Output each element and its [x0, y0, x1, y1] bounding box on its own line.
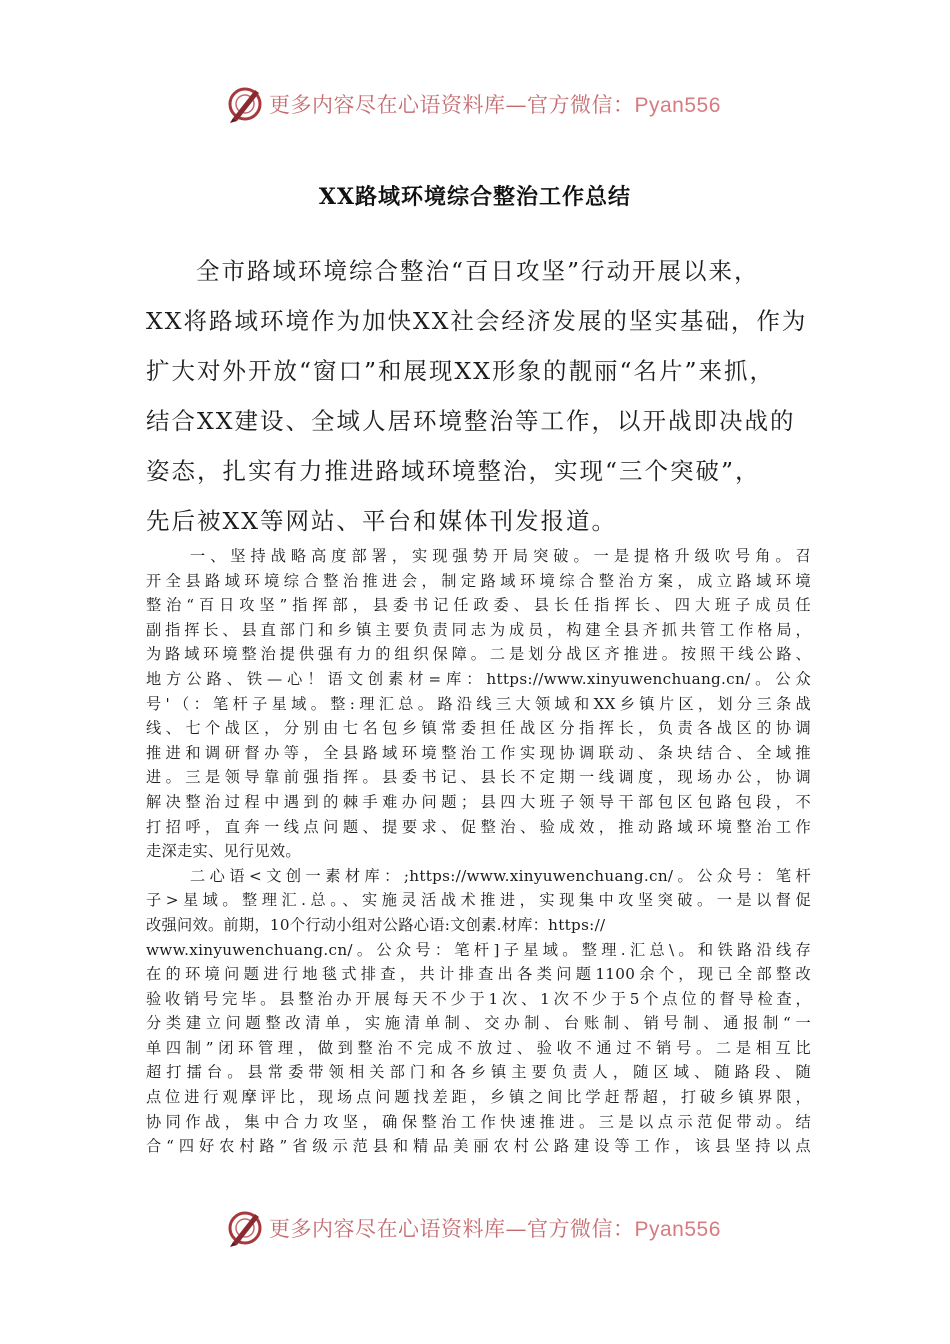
- watermark-text-cn: 更多内容尽在心语资料库: [269, 93, 506, 117]
- body-line: 改强问效。前期，10个行动小组对公路心语:文创素.材库：https://: [146, 915, 606, 934]
- body-line: 子>星域。整理汇.总。、实施灵活战术推进，实现集中攻坚突破。一是以督促: [146, 891, 811, 910]
- pen-logo-icon: [225, 1208, 265, 1248]
- lead-line: 先后被XX等网站、平台和媒体刊发报道。: [146, 507, 617, 535]
- body-line: 一、坚持战略高度部署，实现强势开局突破。一是提格升级吹号角。召: [190, 547, 811, 565]
- lead-line: 全市路域环境综合整治“百日攻坚”行动开展以来，: [196, 257, 760, 285]
- body-line: 打招呼，直奔一线点问题、提要求、促整治、验成效，推动路域环境整治工作: [146, 817, 811, 836]
- body-line: 走深走实、见行见效。: [146, 842, 301, 861]
- body-line: 点位进行观摩评比，现场点问题找差距，乡镇之间比学赶帮超，打破乡镇界限，: [146, 1088, 811, 1107]
- watermark-text-wechat: 官方微信：: [527, 93, 635, 117]
- body-line: 协同作战，集中合力攻坚，确保整治工作快速推进。三是以点示范促带动。结: [146, 1112, 811, 1131]
- body-line: 验收销号完毕。县整治办开展每天不少于1次、1次不少于5个点位的督导检查，: [146, 989, 811, 1008]
- body-line: www.xinyuwenchuang.cn/。公众号：笔杆]子星域。整理.汇总\。和铁路沿线存: [146, 940, 811, 959]
- body-line: 推进和调研督办等，全县路域环境整治工作实现协调联动、条块结合、全域推: [146, 743, 811, 762]
- pen-logo-icon: [225, 84, 265, 124]
- body-line: 合“四好农村路”省级示范县和精品美丽农村公路建设等工作，该县坚持以点: [146, 1137, 811, 1156]
- lead-line: 扩大对外开放“窗口”和展现XX形象的靓丽“名片”来抓，: [146, 357, 776, 385]
- watermark-text-wechat: 官方微信：: [527, 1217, 635, 1241]
- body-line: 线、七个战区，分别由七名包乡镇常委担任战区分指挥长，负责各战区的协调: [146, 719, 811, 738]
- body-line: 单四制”闭环管理，做到整治不完成不放过、验收不通过不销号。二是相互比: [146, 1038, 811, 1057]
- watermark-text: [269, 1213, 721, 1243]
- lead-line: XX将路域环境作为加快XX社会经济发展的坚实基础，作为: [146, 307, 808, 335]
- watermark-text-en: Pyan556: [634, 94, 721, 117]
- body-line: 地方公路、铁—心！语文创素材=库：https://www.xinyuwenchuang.cn/。公众: [146, 669, 811, 688]
- body-line: 二心语<文创一素材库：;https://www.xinyuwenchuang.cn/。公众号：笔杆: [190, 866, 811, 885]
- body-line: 副指挥长、县直部门和乡镇主要负责同志为成员，构建全县齐抓共管工作格局，: [146, 620, 811, 639]
- body-line: 开全县路域环境综合整治推进会，制定路域环境综合整治方案，成立路域环境: [146, 571, 811, 590]
- watermark-banner-top: [225, 84, 745, 124]
- document-title: XX路域环境综合整治工作总结: [318, 184, 632, 210]
- body-line: 超打擂台。县常委带领相关部门和各乡镇主要负责人，随区域、随路段、随: [146, 1063, 811, 1082]
- watermark-separator: —: [505, 93, 527, 117]
- watermark-text: [269, 89, 721, 119]
- watermark-text-en: Pyan556: [634, 1218, 721, 1241]
- lead-line: 姿态，扎实有力推进路域环境整治，实现“三个突破”，: [146, 457, 761, 485]
- body-line: 号'（：笔杆子星域。整:理汇总。路沿线三大领域和XX乡镇片区，划分三条战: [146, 694, 811, 713]
- body-line: 进。三是领导靠前强指挥。县委书记、县长不定期一线调度，现场办公，协调: [146, 768, 811, 787]
- lead-line: 结合XX建设、全域人居环境整治等工作，以开战即决战的: [146, 407, 796, 435]
- body-line: 在的环境问题进行地毯式排查，共计排查出各类问题1100余个，现已全部整改: [146, 965, 811, 984]
- body-line: 整治“百日攻坚”指挥部，县委书记任政委、县长任指挥长、四大班子成员任: [146, 596, 811, 615]
- body-line: 分类建立问题整改清单，实施清单制、交办制、台账制、销号制、通报制“一: [146, 1014, 811, 1033]
- watermark-banner-bottom: [225, 1208, 745, 1248]
- body-line: 解决整治过程中遇到的棘手难办问题；县四大班子领导干部包区包路包段，不: [146, 792, 811, 811]
- watermark-text-cn: 更多内容尽在心语资料库: [269, 1217, 506, 1241]
- watermark-separator: —: [505, 1217, 527, 1241]
- body-text: [146, 544, 811, 1159]
- body-line: 为路域环境整治提供强有力的组织保障。二是划分战区齐推进。按照干线公路、: [146, 645, 811, 664]
- lead-paragraph: [146, 250, 811, 550]
